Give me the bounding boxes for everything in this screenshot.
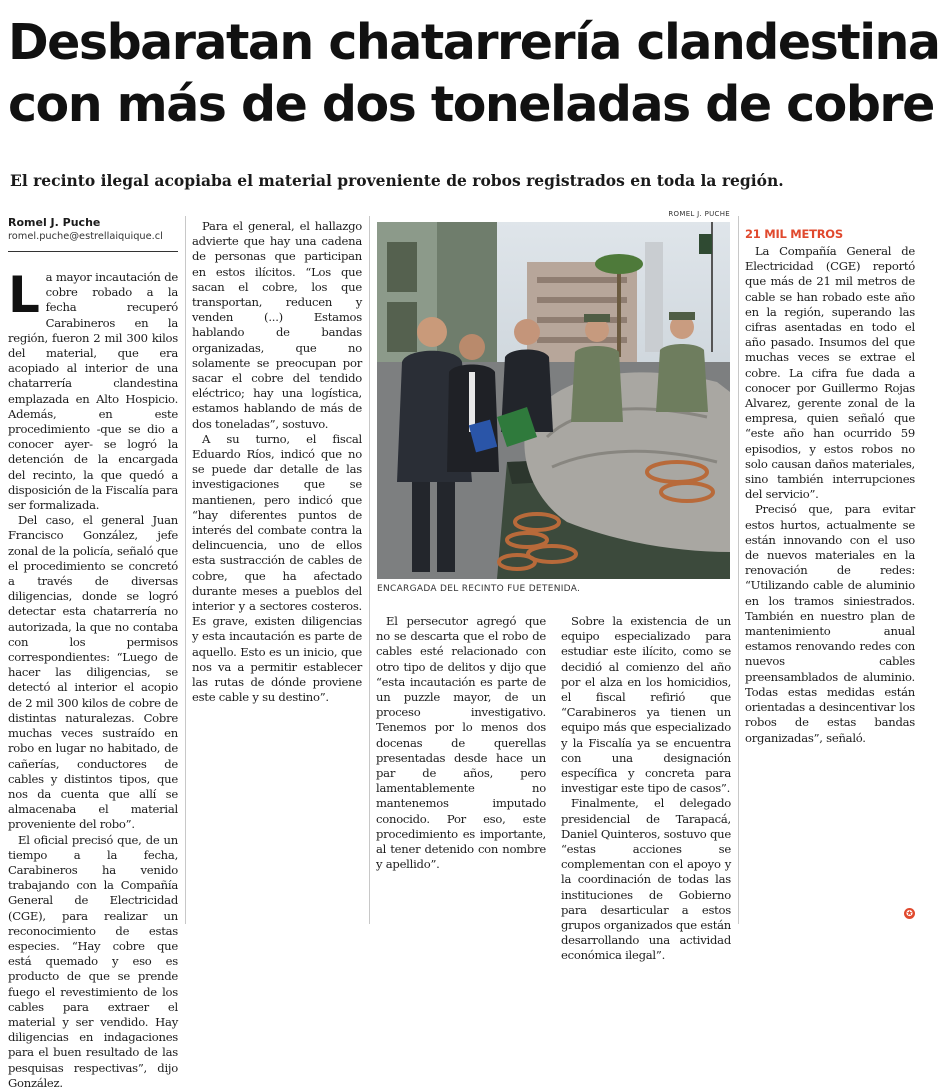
end-of-article-icon: ✪ bbox=[904, 908, 915, 919]
paragraph: Precisó que, para evitar estos hurtos, actualmente se están innovando con el uso de nuevos materiales en la renovación de redes: “Utilizando cable de aluminio en los tramos siniestrados. También en nuestro plan de mantenimiento anual estamos renovando redes con nuevos cables preensamblados de aluminio. Todas estas medidas están orientadas a desincentivar los robos de estas bandas organizadas”, señaló. bbox=[745, 502, 915, 745]
news-photo bbox=[377, 222, 730, 579]
article-column-3 bbox=[376, 614, 546, 930]
section-heading: 21 MIL METROS bbox=[745, 227, 843, 241]
byline-divider bbox=[8, 251, 178, 252]
paragraph: Sobre la existencia de un equipo especializado para estudiar este ilícito, como se decidió al comienzo del año por el alza en los homicidios, el fiscal refirió que “Carabineros ya tienen un equipo más que especializado y la Fiscalía ya se encuentra con una designación específica y concreta para investigar este tipo de casos”. bbox=[561, 614, 731, 796]
paragraph: El oficial precisó que, de un tiempo a la fecha, Carabineros ha venido trabajando con la Compañía General de Electricidad (CGE), para realizar un reconocimiento de estas especies. “Hay cobre que está quemado y eso es producto de que se prende fuego el revestimiento de los cables para extraer el material y ser vendido. Hay diligencias en indagaciones para el buen resultado de las pesquisas respectivas”, dijo González. bbox=[8, 832, 178, 1090]
article-column-4 bbox=[561, 614, 731, 963]
headline-line-2: con más de dos toneladas de cobre bbox=[8, 76, 934, 133]
paragraph-lead: La mayor incautación de cobre robado a la fecha recuperó Carabineros en la región, fueron 2 mil 300 kilos del material, que era acopiado al interior de una chatarrería clandestina emplazada en Alto Hospicio. Además, en este procedimiento -que se dio a conocer ayer- se logró la detención de la encargada del recinto, la que quedó a disposición de la Fiscalía para ser formalizada. bbox=[8, 266, 178, 513]
headline-line-1: Desbaratan chatarrería clandestina bbox=[8, 14, 939, 71]
paragraph: Del caso, el general Juan Francisco González, jefe zonal de la policía, señaló que el procedimiento se concretó a través de diversas diligencias, donde se logró detectar esta chatarrería no autorizada, la que no contaba con los permisos correspondientes: “Luego de hacer las diligencias, se detectó al interior el acopio de 2 mil 300 kilos de cobre de distintas naturalezas. Cobre muchas veces sustraído en robo en lugar no habitado, de cañerías, conductores de cables y distintos tipos, que nos da cuenta que allí se almacenaba el material proveniente del robo”. bbox=[8, 513, 178, 832]
article-column-5 bbox=[745, 219, 915, 930]
column-divider bbox=[185, 216, 186, 924]
photo-caption: ENCARGADA DEL RECINTO FUE DETENIDA. bbox=[377, 584, 581, 594]
author-email[interactable]: romel.puche@estrellaiquique.cl bbox=[8, 231, 163, 242]
drop-cap: L bbox=[8, 266, 40, 324]
photo-credit: ROMEL J. PUCHE bbox=[668, 210, 730, 218]
article-column-1 bbox=[8, 266, 178, 1090]
article-column-2 bbox=[192, 219, 362, 930]
paragraph: El persecutor agregó que no se descarta que el robo de cables esté relacionado con otro tipo de delitos y dijo que “esta incautación es parte de un puzzle mayor, de un proceso investigativo. Tenemos por lo menos dos docenas de querellas presentadas desde hace un par de años, pero lamentablemente no mantenemos imputado conocido. Por eso, este procedimiento es importante, al tener detenido con nombre y apellido”. bbox=[376, 614, 546, 872]
paragraph: Finalmente, el delegado presidencial de Tarapacá, Daniel Quinteros, sostuvo que “estas acciones se complementan con el apoyo y la coordinación de todas las instituciones de Gobierno para desarticular a estos grupos organizados que están desarrollando una actividad económica ilegal”. bbox=[561, 796, 731, 963]
column-divider bbox=[738, 216, 739, 924]
headline bbox=[8, 12, 939, 136]
author-name: Romel J. Puche bbox=[8, 216, 101, 229]
column-divider bbox=[369, 216, 370, 924]
paragraph: A su turno, el fiscal Eduardo Ríos, indicó que no se puede dar detalle de las investigaciones que se mantienen, pero indicó que “hay diferentes puntos de interés del combate contra la delincuencia, uno de ellos esta sustracción de cables de cobre, que ha afectado durante meses a pueblos del interior y a sectores costeros. Es grave, existen diligencias y esta incautación es parte de aquello. Esto es un inicio, que nos va a permitir establecer las rutas de dónde proviene este cable y su destino”. bbox=[192, 431, 362, 705]
paragraph: Para el general, el hallazgo advierte que hay una cadena de personas que participan en estos ilícitos. “Los que sacan el cobre, los que transportan, reducen y venden (...) Estamos hablando de bandas organizadas, que no solamente se preocupan por sacar el cobre del tendido eléctrico; hay una logística, estamos hablando de más de dos toneladas”, sostuvo. bbox=[192, 219, 362, 431]
subheadline: El recinto ilegal acopiaba el material proveniente de robos registrados en toda la región. bbox=[10, 171, 784, 190]
byline bbox=[8, 216, 178, 243]
paragraph: La Compañía General de Electricidad (CGE) reportó que más de 21 mil metros de cable se han robado este año en la región, superando las cifras asentadas en todo el año pasado. Insumos del que muchas veces se extrae el cobre. La cifra fue dada a conocer por Guillermo Rojas Alvarez, gerente zonal de la empresa, quien señaló que “este año han ocurrido 59 episodios, y estos robos no solo causan daños materiales, sino también interrupciones del servicio”. bbox=[745, 244, 915, 502]
